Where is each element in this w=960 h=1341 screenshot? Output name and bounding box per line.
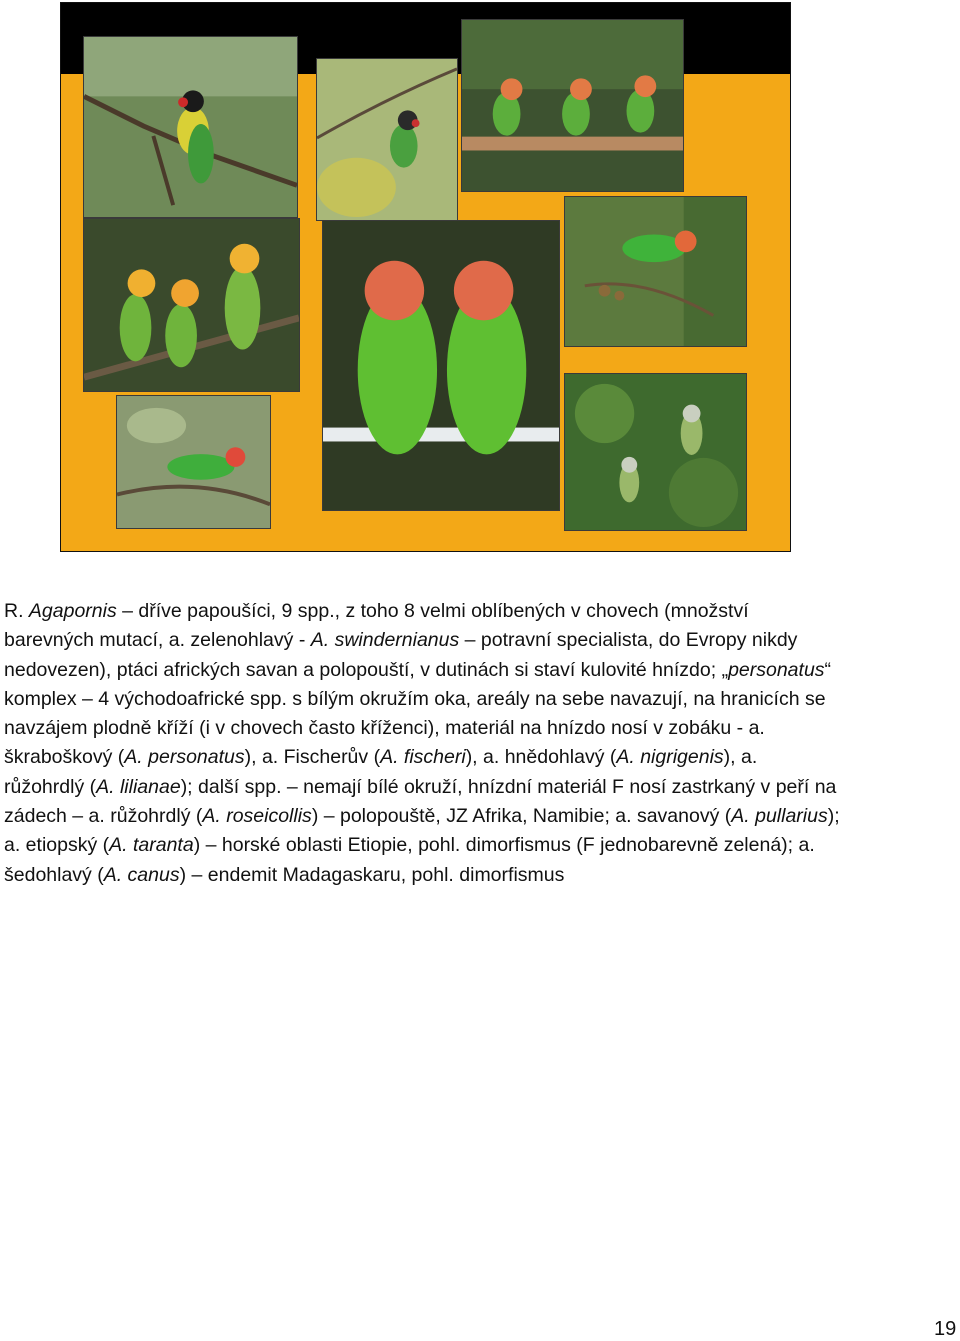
bird-photo-icon (317, 59, 457, 220)
photo-lovebird-among-leaves (316, 58, 458, 221)
photo-lovebird-on-twig (116, 395, 271, 529)
photo-grey-headed-lovebirds-tree (564, 373, 747, 531)
bird-photo-icon (565, 374, 746, 530)
slide-photo-collage (60, 2, 791, 552)
bird-photo-icon (84, 37, 297, 217)
bird-photo-icon (117, 396, 270, 528)
photo-lovebird-on-seed-branch (564, 196, 747, 347)
photo-three-lovebirds-on-pipe (461, 19, 684, 192)
photo-three-yellow-headed-lovebirds (83, 218, 300, 392)
page-number: 19 (934, 1318, 957, 1340)
photo-black-masked-lovebird-branch (83, 36, 298, 218)
species-description: R. Agapornis – dříve papoušíci, 9 spp., z toho 8 velmi oblíbených v chovech (množství barevných mutací, a. zelenohlavý - A. swindernianus – potravní specialista, do Evropy nikdy nedovezen), ptáci afrických savan a polopouští, v dutinách si staví kulovité hnízdo; „personatus“ komplex – 4 východoafrické spp. s bílým okružím oka, areály na sebe navazují, na hranicích se navzájem plodně kříží (i v chovech často kříženci), materiál na hnízdo nosí v zobáku - a. škraboškový (A. personatus), a. Fischerův (A. fischeri), a. hnědohlavý (A. nigrigenis), a. růžohrdlý (A. lilianae); další spp. – nemají bílé okruží, hnízdní materiál F nosí zastrkaný v peří na zádech – a. růžohrdlý (A. roseicollis) – polopouště, JZ Afrika, Namibie; a. savanový (A. pullarius); a. etiopský (A. taranta) – horské oblasti Etiopie, pohl. dimorfismus (F jednobarevně zelená); a. šedohlavý (A. canus) – endemit Madagaskaru, pohl. dimorfismus (4, 600, 840, 886)
bird-photo-icon (462, 20, 683, 191)
bird-photo-icon (565, 197, 746, 346)
bird-photo-icon (84, 219, 299, 391)
photo-two-red-faced-lovebirds-perch (322, 220, 560, 511)
bird-photo-icon (323, 221, 559, 510)
